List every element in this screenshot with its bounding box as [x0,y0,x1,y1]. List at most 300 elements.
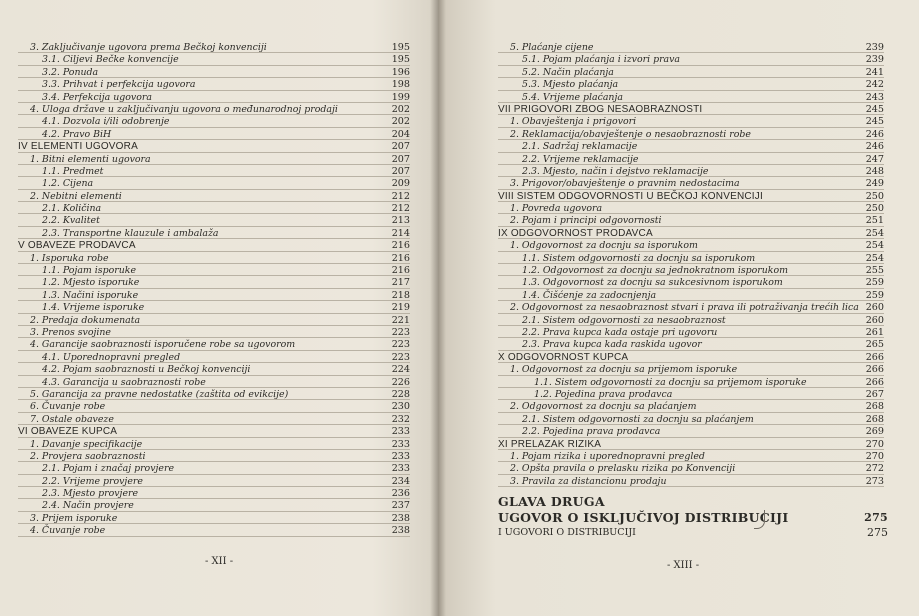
book-gutter [430,0,446,616]
toc-entry-title: 2.1. Količina [42,203,102,215]
toc-entry-page: 232 [391,413,410,425]
toc-entry-page: 255 [865,265,884,277]
toc-entry-title: 3. Pravila za distancionu prodaju [510,475,667,487]
toc-entry-title: 4.3. Garancija u saobraznosti robe [42,376,206,388]
toc-rule [18,288,410,289]
toc-entry [18,141,410,153]
toc-entry-page: 221 [391,314,410,326]
toc-entry-title: 2. Provjera saobraznosti [30,450,146,462]
toc-entry [18,525,410,537]
toc-entry-title: 1.2. Mjesto isporuke [42,277,140,289]
toc-rule [498,300,884,301]
toc-entry [18,253,410,265]
toc-rule [498,189,884,190]
toc-entry-page: 213 [391,215,410,227]
toc-entry [18,104,410,116]
toc-rule [498,90,884,91]
toc-entry-page: 195 [391,42,410,53]
toc-entry [18,389,410,401]
toc-entry [18,290,410,302]
toc-rule [498,288,884,289]
toc-entry-page: 260 [865,314,884,326]
toc-entry-title: 1.2. Odgovornost za docnju sa jednokratnom isporukom [522,265,789,277]
toc-rule [498,213,884,214]
toc-entry-page: 204 [391,128,410,140]
toc-entry-title: IV ELEMENTI UGOVORA [18,141,138,153]
toc-entry [498,327,884,339]
toc-rule [498,127,884,128]
toc-rule [498,201,884,202]
toc-entry-page: 241 [865,66,884,78]
toc-entry [18,178,410,190]
toc-entry-title: 2. Reklamacija/obavještenje o nesaobraznosti robe [510,128,751,140]
section-heading-text: I UGOVORI O DISTRIBUCIJI [498,527,636,538]
toc-entry-page: 207 [391,153,410,165]
toc-entry [18,54,410,66]
toc-entry-title: 2.2. Vrijeme provjere [42,475,143,487]
toc-entry [498,451,884,463]
toc-entry [498,339,884,351]
toc-rule [498,412,884,413]
toc-entry-title: 3.4. Perfekcija ugovora [42,91,152,103]
toc-entry-page: 202 [391,116,410,128]
toc-entry-title: 3. Prijem isporuke [30,512,118,524]
toc-entry [18,42,410,54]
toc-rule [18,275,410,276]
toc-entry-page: 266 [865,376,884,388]
toc-entry-page: 247 [865,153,884,165]
toc-rule [18,213,410,214]
toc-entry-page: 270 [865,438,884,450]
toc-entry-title: 1.4. Vrijeme isporuke [42,302,145,314]
toc-entry [18,191,410,203]
toc-entry [18,277,410,289]
toc-rule [498,238,884,239]
toc-entry-page: 243 [865,91,884,103]
toc-entry-page: 260 [865,302,884,314]
toc-rule [498,77,884,78]
toc-entry [498,79,884,91]
toc-entry-page: 233 [391,463,410,475]
toc-rule [498,486,884,487]
toc-rule [18,114,410,115]
toc-entry-title: VIII SISTEM ODGOVORNOSTI U BEČKOJ KONVENCIJI [498,190,763,202]
toc-entry-title: 2. Pojam i principi odgovornosti [510,215,662,227]
toc-entry-title: 2. Opšta pravila o prelasku rizika po Konvenciji [510,463,736,475]
toc-entry-title: 3. Zaključivanje ugovora prema Bečkoj konvenciji [30,42,267,53]
toc-entry-page: 266 [865,351,884,363]
toc-entry [498,476,884,488]
toc-rule [498,114,884,115]
toc-entry [498,166,884,178]
toc-entry-title: 2.1. Sistem odgovornosti za nesaobraznost [522,314,726,326]
toc-entry-title: 5. Plaćanje cijene [510,42,594,53]
toc-rule [18,449,410,450]
toc-rule [18,412,410,413]
toc-rule [498,449,884,450]
toc-entry-page: 259 [865,277,884,289]
toc-entry-title: 5. Garancija za pravne nedostatke (zaštita od evikcije) [30,388,289,400]
toc-rule [18,127,410,128]
toc-entry-page: 265 [865,339,884,351]
toc-rule [18,77,410,78]
chapter-title: GLAVA DRUGA [498,494,605,509]
toc-entry-page: 209 [391,178,410,190]
toc-rule [18,350,410,351]
toc-entry-title: XI PRELAZAK RIZIKA [498,438,602,450]
toc-entry-page: 245 [865,116,884,128]
toc-rule [498,275,884,276]
toc-entry [18,265,410,277]
toc-rule [18,362,410,363]
toc-entry-title: 1. Isporuka robe [30,252,109,264]
toc-rule [18,263,410,264]
toc-entry-title: 2. Nebitni elementi [30,190,122,202]
toc-entry-title: 2. Odgovornost za nesaobraznost stvari i prava ili potraživanja trećih lica [510,302,859,314]
toc-rule [498,474,884,475]
toc-entry-title: 2.1. Sistem odgovornosti za docnju sa plaćanjem [522,413,754,425]
toc-entry [498,191,884,203]
toc-entry-page: 248 [865,165,884,177]
toc-entry [18,377,410,389]
toc-entry-title: 2.4. Način provjere [42,500,134,512]
toc-entry-title: 3.3. Prihvat i perfekcija ugovora [42,79,196,91]
toc-entry-title: 1. Bitni elementi ugovora [30,153,151,165]
toc-entry [498,277,884,289]
toc-entry-page: 233 [391,438,410,450]
toc-rule [18,511,410,512]
toc-entry-page: 236 [391,488,410,500]
toc-entry-title: 2.2. Vrijeme reklamacije [522,153,639,165]
toc-rule [18,226,410,227]
toc-entry-page: 273 [865,475,884,487]
toc-entry [498,215,884,227]
toc-rule [498,424,884,425]
toc-entry [18,228,410,240]
toc-entry-page: 272 [865,463,884,475]
toc-entry-page: 245 [865,103,884,115]
toc-entry-title: 1.3. Načini isporuke [42,289,139,301]
toc-rule [498,263,884,264]
toc-rule [498,362,884,363]
toc-entry-page: 218 [391,289,410,301]
toc-entry-title: 7. Ostale obaveze [30,413,114,425]
toc-entry [498,67,884,79]
toc-rule [18,474,410,475]
toc-rule [18,52,410,53]
toc-entry [498,141,884,153]
toc-entry-page: 242 [865,79,884,91]
toc-entry-page: 219 [391,302,410,314]
toc-rule [18,201,410,202]
toc-rule [498,350,884,351]
toc-entry [498,116,884,128]
toc-entry-title: 5.2. Način plaćanja [522,66,614,78]
toc-entry-page: 239 [865,54,884,66]
toc-rule [18,65,410,66]
toc-rule [18,337,410,338]
toc-entry-title: VII PRIGOVORI ZBOG NESAOBRAZNOSTI [498,103,703,115]
toc-entry-page: 226 [391,376,410,388]
toc-entry-page: 196 [391,66,410,78]
section-heading-page: 275 [867,526,888,539]
toc-rule [18,387,410,388]
toc-entry [498,302,884,314]
toc-entry-page: 269 [865,426,884,438]
toc-entry-title: 5.1. Pojam plaćanja i izvori prava [522,54,681,66]
toc-rule [18,189,410,190]
toc-entry [498,265,884,277]
toc-entry-title: 4.2. Pravo BiH [42,128,112,140]
toc-entry-title: 5.3. Mjesto plaćanja [522,79,619,91]
toc-entry-page: 246 [865,128,884,140]
toc-entry [498,401,884,413]
toc-entry-page: 238 [391,525,410,537]
toc-entry-title: 1. Odgovornost za docnju sa isporukom [510,240,698,252]
toc-entry [18,92,410,104]
toc-rule [18,536,410,537]
toc-entry-title: 2.1. Pojam i značaj provjere [42,463,174,475]
toc-entry [18,203,410,215]
toc-rule [18,375,410,376]
toc-entry-page: 270 [865,450,884,462]
toc-entry-title: 1.2. Pojedina prava prodavca [534,388,673,400]
toc-entry-title: VI OBAVEZE KUPCA [18,426,118,438]
toc-entry-title: 1.3. Odgovornost za docnju sa sukcesivnom isporukom [522,277,783,289]
chapter-two-heading [498,494,888,539]
toc-entry [498,129,884,141]
toc-entry [498,253,884,265]
toc-entry-title: 1.1. Sistem odgovornosti za docnju sa prijemom isporuke [534,376,807,388]
toc-rule [498,164,884,165]
toc-right [498,42,884,488]
toc-rule [18,238,410,239]
toc-entry-page: 230 [391,401,410,413]
toc-entry [498,54,884,66]
toc-entry [18,476,410,488]
toc-entry-page: 233 [391,426,410,438]
toc-entry [498,203,884,215]
toc-entry [498,154,884,166]
toc-entry-page: 198 [391,79,410,91]
toc-entry [18,154,410,166]
toc-rule [18,424,410,425]
toc-entry [18,129,410,141]
toc-entry-title: 4. Garancije saobraznosti isporučene robe sa ugovorom [30,339,296,351]
toc-entry-title: 6. Čuvanje robe [30,401,106,413]
toc-entry-title: 5.4. Vrijeme plaćanja [522,91,623,103]
toc-entry-title: 3. Prigovor/obavještenje o pravnim nedostacima [510,178,740,190]
toc-entry-title: 1.1. Sistem odgovornosti za docnju sa isporukom [522,252,756,264]
toc-entry [18,302,410,314]
toc-entry-title: 2. Predaja dokumenata [30,314,141,326]
toc-rule [498,313,884,314]
toc-entry [18,166,410,178]
toc-entry-page: 268 [865,401,884,413]
toc-entry-title: 2.2. Kvalitet [42,215,100,227]
toc-entry [18,116,410,128]
toc-entry-title: 1. Povreda ugovora [510,203,603,215]
toc-entry-page: 254 [865,252,884,264]
toc-entry [498,92,884,104]
toc-entry-page: 223 [391,351,410,363]
toc-entry-title: 2.2. Prava kupca kada ostaje pri ugovoru [522,326,718,338]
toc-entry-page: 216 [391,240,410,252]
toc-entry-title: 1. Pojam rizika i uporednopravni pregled [510,450,705,462]
toc-entry [18,339,410,351]
toc-entry [18,401,410,413]
toc-rule [18,313,410,314]
toc-entry-title: 4. Čuvanje robe [30,525,106,537]
chapter-subtitle [498,510,888,526]
toc-entry [498,389,884,401]
toc-entry [18,500,410,512]
toc-entry [498,104,884,116]
toc-entry-title: 1.1. Predmet [42,165,104,177]
toc-entry [18,79,410,91]
toc-entry [498,463,884,475]
page-number-right: - XIII - [667,560,700,571]
toc-rule [18,498,410,499]
toc-entry-page: 239 [865,42,884,53]
toc-entry-page: 249 [865,178,884,190]
toc-entry-page: 216 [391,252,410,264]
toc-entry-page: 250 [865,203,884,215]
toc-entry-title: 2.3. Transportne klauzule i ambalaža [42,227,219,239]
toc-entry-page: 224 [391,364,410,376]
toc-entry-page: 266 [865,364,884,376]
toc-entry-title: 1. Odgovornost za docnju sa prijemom isporuke [510,364,738,376]
toc-rule [498,139,884,140]
toc-entry-page: 212 [391,190,410,202]
toc-rule [498,152,884,153]
toc-entry [18,67,410,79]
toc-entry-title: 2.1. Sadržaj reklamacije [522,141,638,153]
toc-entry-page: 233 [391,450,410,462]
toc-rule [498,251,884,252]
toc-entry-page: 199 [391,91,410,103]
toc-entry-page: 207 [391,141,410,153]
toc-entry-page: 254 [865,240,884,252]
toc-entry-title: 1.2. Cijena [42,178,94,190]
toc-entry [498,414,884,426]
toc-entry-title: IX ODGOVORNOST PRODAVCA [498,227,653,239]
toc-rule [498,176,884,177]
toc-entry [18,352,410,364]
toc-entry [18,488,410,500]
toc-rule [498,337,884,338]
chapter-subtitle-page: 275 [864,511,888,524]
toc-entry-title: 4. Uloga države u zaključivanju ugovora o međunarodnoj prodaji [30,103,338,115]
toc-entry-title: 4.1. Uporednopravni pregled [42,351,181,363]
toc-entry-page: 214 [391,227,410,239]
toc-rule [498,226,884,227]
toc-entry-page: 250 [865,190,884,202]
toc-rule [498,387,884,388]
toc-entry [18,463,410,475]
toc-entry-title: 2.3. Prava kupca kada raskida ugovor [522,339,702,351]
toc-entry-page: 246 [865,141,884,153]
toc-entry-title: 2.3. Mjesto, način i dejstvo reklamacije [522,165,709,177]
toc-entry-page: 195 [391,54,410,66]
toc-entry [498,364,884,376]
toc-rule [18,102,410,103]
toc-rule [18,90,410,91]
toc-entry-title: V OBAVEZE PRODAVCA [18,240,136,252]
toc-entry-title: 1.1. Pojam isporuke [42,265,137,277]
toc-entry-page: 223 [391,326,410,338]
toc-rule [18,300,410,301]
toc-entry [18,426,410,438]
toc-entry-title: 2.3. Mjesto provjere [42,488,139,500]
toc-entry-page: 238 [391,512,410,524]
toc-entry-page: 228 [391,388,410,400]
toc-entry-page: 202 [391,103,410,115]
toc-entry-page: 251 [865,215,884,227]
toc-entry-page: 223 [391,339,410,351]
section-heading [498,526,888,539]
toc-entry [18,315,410,327]
toc-entry-page: 216 [391,265,410,277]
toc-entry-page: 261 [865,326,884,338]
toc-rule [18,139,410,140]
toc-entry-title: 3.2. Ponuda [42,66,99,78]
toc-entry-title: 3.1. Ciljevi Bečke konvencije [42,54,179,66]
toc-entry-title: 4.2. Pojam saobraznosti u Bečkoj konvenciji [42,364,251,376]
toc-entry-page: 207 [391,165,410,177]
page-number-left: - XII - [205,556,234,567]
toc-entry [18,327,410,339]
toc-entry [18,215,410,227]
toc-entry-page: 234 [391,475,410,487]
toc-entry-page: 212 [391,203,410,215]
toc-entry [498,178,884,190]
toc-entry-title: 1. Obavještenja i prigovori [510,116,637,128]
toc-rule [18,152,410,153]
toc-entry-title: 2.2. Pojedina prava prodavca [522,426,661,438]
toc-entry-page: 237 [391,500,410,512]
toc-entry [498,352,884,364]
toc-entry-page: 217 [391,277,410,289]
toc-rule [18,325,410,326]
toc-entry-title: 2. Odgovornost za docnju sa plaćanjem [510,401,697,413]
toc-rule [498,437,884,438]
toc-rule [18,176,410,177]
toc-entry [498,240,884,252]
toc-entry-title: X ODGOVORNOST KUPCA [498,351,629,363]
toc-rule [18,486,410,487]
toc-entry [18,451,410,463]
toc-entry [18,414,410,426]
toc-entry [498,439,884,451]
toc-rule [498,325,884,326]
toc-entry [18,364,410,376]
toc-entry-title: 3. Prenos svojine [30,326,111,338]
toc-entry [498,228,884,240]
toc-rule [18,461,410,462]
toc-rule [498,399,884,400]
toc-rule [18,251,410,252]
toc-entry-page: 254 [865,227,884,239]
toc-rule [18,164,410,165]
chapter-subtitle-text: UGOVOR O ISKLJUČIVOJ DISTRIBUCIJI [498,510,789,525]
toc-entry-title: 1. Davanje specifikacije [30,438,143,450]
toc-entry [498,377,884,389]
toc-entry-page: 268 [865,413,884,425]
toc-entry [498,42,884,54]
toc-entry [18,240,410,252]
toc-rule [498,461,884,462]
